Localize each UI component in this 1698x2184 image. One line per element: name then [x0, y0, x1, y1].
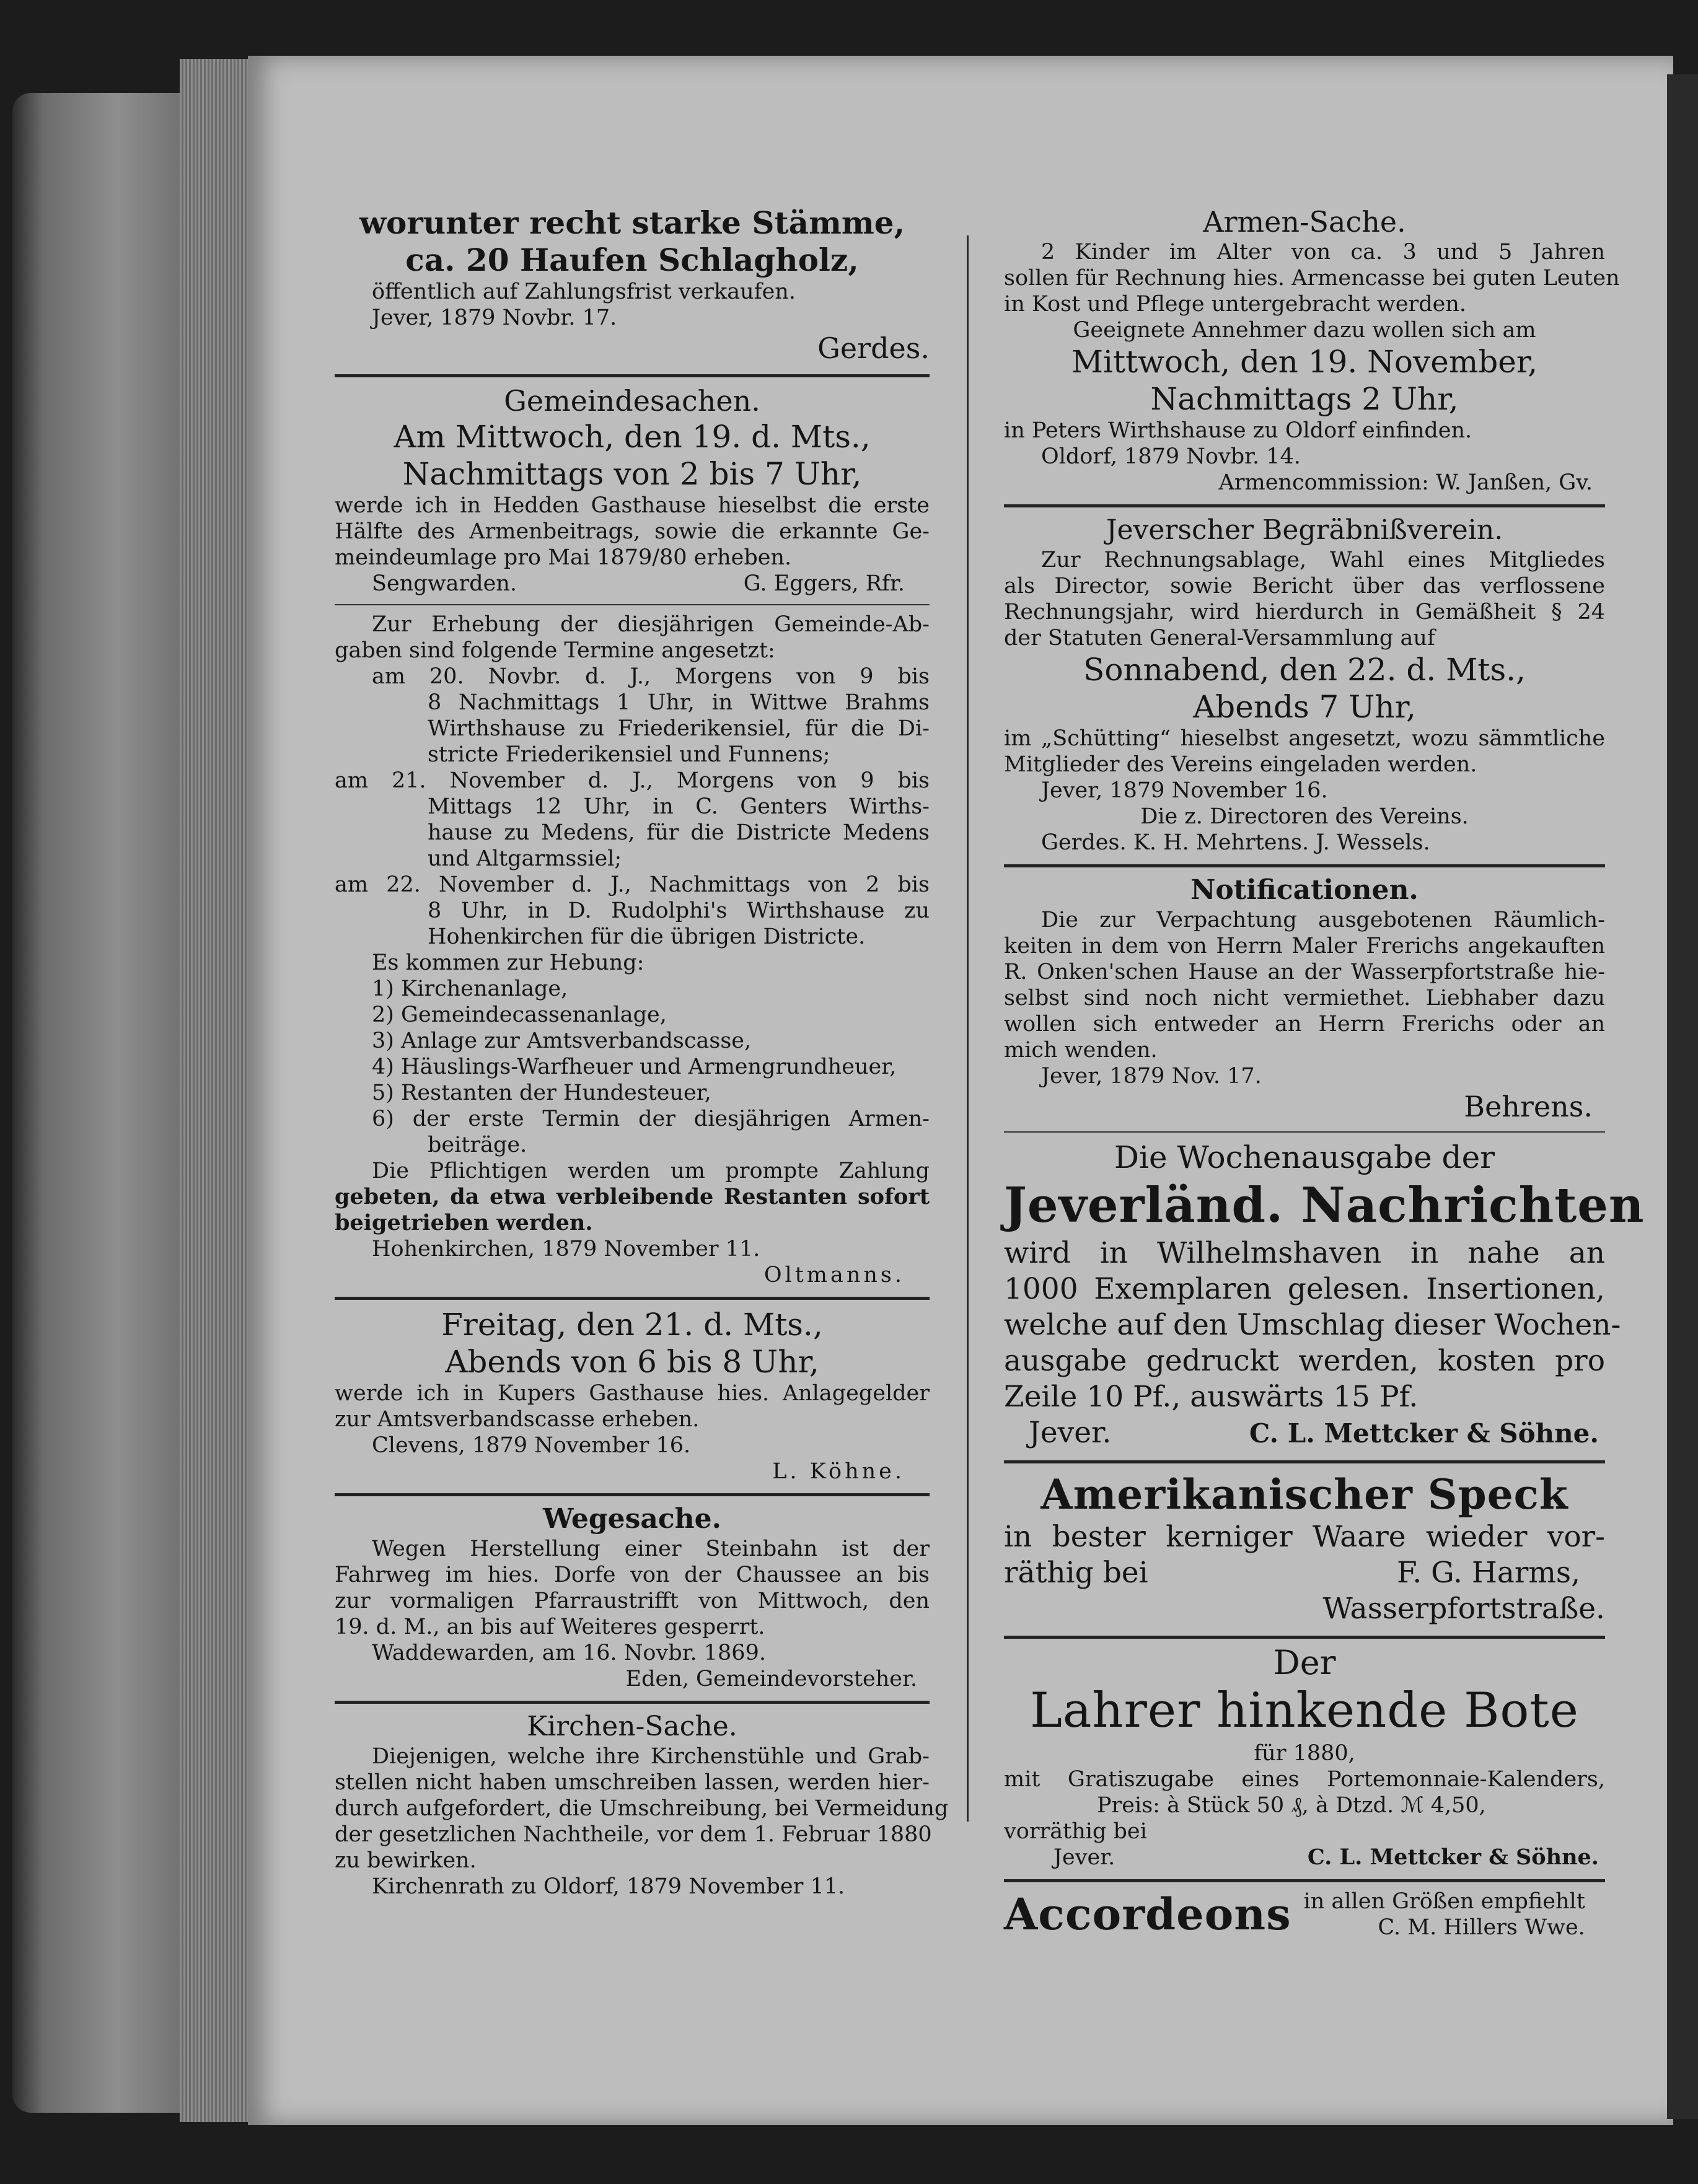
body-line: Mitglieder des Vereins eingeladen werden. [1004, 752, 1477, 777]
signature: Gerdes. [817, 331, 930, 365]
body-line: Rechnungsjahr, wird hierdurch in Gemäßheit § 24 [1004, 600, 1605, 625]
right-column [1004, 204, 1645, 1941]
section-rule [1004, 1636, 1605, 1639]
body-line: gaben sind folgende Termine angesetzt: [335, 638, 775, 663]
section-heading: Wegesache. [543, 1503, 721, 1535]
term-line: Wirthshause zu Friederikensiel, für die Di- [428, 716, 930, 741]
section-heading: Gemeindesachen. [504, 384, 760, 418]
section-rule [1004, 504, 1605, 507]
section-rule [1004, 1131, 1605, 1133]
body-line: R. Onken'schen Hause an der Wasserpfortstraße hie- [1004, 960, 1605, 985]
gemeindesachen-section [335, 384, 930, 597]
body-line: selbst sind noch nicht vermiethet. Liebhaber dazu [1004, 986, 1605, 1011]
place-date: Hohenkirchen, 1879 November 11. [372, 1237, 760, 1261]
ad-title: Jeverländ. Nachrichten [1004, 1177, 1645, 1234]
term-line: 8 Uhr, in D. Rudolphi's Wirthshause zu [428, 898, 930, 923]
section-rule [335, 604, 930, 605]
body-line: wollen sich entweder an Herrn Frerichs oder an [1004, 1012, 1605, 1037]
timber-sale-notice [335, 204, 930, 366]
time-line: Abends 7 Uhr, [1193, 689, 1416, 725]
ad-place: Jever. [1054, 1845, 1115, 1870]
body-line: im „Schütting“ hieselbst angesetzt, wozu sämmtliche [1004, 726, 1605, 751]
body-line: mich wenden. [1004, 1038, 1158, 1063]
date-line: Freitag, den 21. d. Mts., [441, 1307, 823, 1343]
body-line: 2 Kinder im Alter von ca. 3 und 5 Jahren [1041, 240, 1605, 265]
notice-line-3: öffentlich auf Zahlungsfrist verkaufen. [372, 279, 796, 304]
body-line: Geeignete Annehmer dazu wollen sich am [1073, 318, 1536, 343]
body-line: der Statuten General-Versammlung auf [1004, 626, 1435, 651]
list-item: 1) Kirchenanlage, [372, 976, 568, 1001]
freitag-section [335, 1306, 930, 1485]
speck-ad [1004, 1470, 1605, 1627]
ad-price: Preis: à Stück 50 ₰, à Dtzd. ℳ 4,50, [1097, 1793, 1486, 1818]
body-line: Diejenigen, welche ihre Kirchenstühle und Grab- [372, 1744, 930, 1769]
section-rule [335, 374, 930, 377]
term-3-head: am 22. November d. J., Nachmittags von 2 bis [335, 872, 930, 897]
accordeons-ad [1004, 1888, 1605, 1941]
notice-line-2: ca. 20 Haufen Schlagholz, [405, 242, 859, 278]
ad-der: Der [1273, 1643, 1336, 1682]
kirchen-section [335, 1710, 949, 1900]
body-line: Fahrweg im hies. Dorfe von der Chaussee an bis [335, 1563, 930, 1587]
ad-firm: C. L. Mettcker & Söhne. [1307, 1844, 1599, 1870]
date-line: Mittwoch, den 19. November, [1071, 344, 1538, 380]
body-line: werde ich in Kupers Gasthause hies. Anlagegelder [335, 1381, 930, 1406]
ad-title: Accordeons [1004, 1888, 1291, 1940]
ad-line: 1000 Exemplaren gelesen. Insertionen, [1004, 1272, 1605, 1306]
section-heading: Jeverscher Begräbnißverein. [1106, 514, 1503, 546]
ad-row [1004, 1555, 1605, 1591]
directors-line: Die z. Directoren des Vereins. [1140, 804, 1469, 829]
ad-merchant: F. G. Harms, [1396, 1556, 1580, 1590]
date-line: Sonnabend, den 22. d. Mts., [1083, 652, 1526, 688]
term-1-head: am 20. Novbr. d. J., Morgens von 9 bis [372, 664, 930, 689]
ad-heading: Amerikanischer Speck [1040, 1470, 1568, 1519]
body-line: Zur Erhebung der diesjährigen Gemeinde-Ab- [372, 612, 930, 637]
closing-line: gebeten, da etwa verbleibende Restanten sofort [335, 1184, 930, 1209]
list-item: 3) Anlage zur Amtsverbandscasse, [372, 1028, 752, 1053]
body-line: stellen nicht haben umschreiben lassen, werden hier- [335, 1770, 930, 1795]
hinkende-bote-ad [1004, 1645, 1605, 1870]
ad-text-block [1304, 1888, 1585, 1941]
list-item: 5) Restanten der Hundesteuer, [372, 1081, 711, 1105]
body-line: Wegen Herstellung einer Steinbahn ist der [372, 1537, 930, 1561]
place: Sengwarden. [372, 571, 517, 596]
list-item-cont: beiträge. [428, 1133, 527, 1157]
signature: G. Eggers, Rfr. [743, 571, 905, 596]
section-heading: Kirchen-Sache. [527, 1711, 737, 1742]
begraebnis-section [1004, 514, 1605, 856]
body-line: Die zur Verpachtung ausgebotenen Räumlich- [1041, 908, 1605, 932]
kommen-line: Es kommen zur Hebung: [372, 950, 644, 975]
closing-line: beigetrieben werden. [335, 1210, 593, 1235]
signature: Armencommission: W. Janßen, Gv. [1218, 470, 1593, 495]
section-heading: Armen-Sache. [1203, 205, 1406, 239]
armen-sache-section [1004, 204, 1620, 496]
place-date: Jever, 1879 Novbr. 17. [372, 305, 617, 330]
time-line: Nachmittags von 2 bis 7 Uhr, [402, 456, 862, 492]
ad-signature-row [1004, 1415, 1605, 1452]
body-line: zur vormaligen Pfarraustrifft von Mittwoch, den [335, 1589, 930, 1613]
body-line: Zur Rechnungsablage, Wahl eines Mitgliedes [1041, 548, 1605, 572]
body-line: Hälfte des Armenbeitrags, sowie die erkannte Ge- [335, 519, 930, 544]
list-item: 2) Gemeindecassenanlage, [372, 1002, 667, 1027]
date-line: Am Mittwoch, den 19. d. Mts., [394, 419, 871, 455]
signature: Oltmanns. [763, 1263, 905, 1287]
ad-line: ausgabe gedruckt werden, kosten pro [1004, 1344, 1605, 1378]
wegesache-section [335, 1502, 930, 1692]
section-rule [1004, 864, 1605, 867]
ad-firm: C. L. Mettcker & Söhne. [1249, 1418, 1599, 1449]
time-line: Nachmittags 2 Uhr, [1150, 381, 1459, 417]
wochenausgabe-ad [1004, 1139, 1645, 1452]
body-line: zur Amtsverbandscasse erheben. [335, 1407, 700, 1432]
left-column [335, 204, 949, 1900]
place-date: Waddewarden, am 16. Novbr. 1869. [372, 1641, 766, 1665]
term-line: stricte Friederikensiel und Funnens; [428, 742, 830, 767]
signature: Behrens. [1464, 1090, 1593, 1123]
ad-line: mit Gratiszugabe eines Portemonnaie-Kalenders, [1004, 1767, 1605, 1792]
ad-place: Jever. [1029, 1416, 1112, 1450]
signature: L. Köhne. [772, 1459, 905, 1484]
ad-line: welche auf den Umschlag dieser Wochen- [1004, 1308, 1621, 1342]
list-item: 6) der erste Termin der diesjährigen Armen- [372, 1107, 930, 1131]
ad-line: vorräthig bei [1004, 1819, 1147, 1844]
notice-line-1: worunter recht starke Stämme, [359, 204, 905, 241]
body-line: meindeumlage pro Mai 1879/80 erheben. [335, 545, 792, 570]
ad-intro: Die Wochenausgabe der [1114, 1139, 1495, 1175]
section-rule [335, 1297, 930, 1300]
place-date: Jever, 1879 Nov. 17. [1041, 1064, 1262, 1089]
place-date: Jever, 1879 November 16. [1041, 778, 1328, 803]
place-date: Oldorf, 1879 Novbr. 14. [1041, 444, 1301, 469]
ad-merchant: C. M. Hillers Wwe. [1378, 1915, 1585, 1940]
body-line: der gesetzlichen Nachtheile, vor dem 1. Februar 1880 [335, 1822, 932, 1847]
ad-title: Lahrer hinkende Bote [1030, 1683, 1579, 1739]
term-line: 8 Nachmittags 1 Uhr, in Wittwe Brahms [428, 690, 930, 715]
signature: Kirchenrath zu Oldorf, 1879 November 11. [372, 1874, 845, 1899]
body-line: zu bewirken. [335, 1848, 477, 1873]
ad-signature-row [1004, 1844, 1605, 1870]
section-rule [1004, 1460, 1605, 1463]
ad-line: räthig bei [1004, 1556, 1148, 1590]
body-line: in Kost und Pflege untergebracht werden. [1004, 292, 1466, 317]
ad-line: für 1880, [1254, 1741, 1355, 1766]
body-line: sollen für Rechnung hies. Armencasse bei guten Leuten [1004, 266, 1620, 291]
ad-address: Wasserpfortstraße. [1322, 1592, 1605, 1626]
body-line: 19. d. M., an bis auf Weiteres gesperrt. [335, 1615, 765, 1639]
ad-line: in allen Größen empfiehlt [1303, 1889, 1585, 1914]
place-date: Clevens, 1879 November 16. [372, 1433, 691, 1458]
ad-line: in bester kerniger Waare wieder vor- [1004, 1520, 1605, 1554]
ad-line: wird in Wilhelmshaven in nahe an [1004, 1236, 1605, 1270]
notificationen-section [1004, 874, 1605, 1124]
term-line: Hohenkirchen für die übrigen Districte. [428, 924, 866, 949]
body-line: keiten in dem von Herrn Maler Frerichs angekauften [1004, 934, 1605, 958]
section-heading: Notificationen. [1190, 874, 1419, 906]
right-page-edge [1667, 74, 1698, 2119]
body-line: als Director, sowie Bericht über das verflossene [1004, 574, 1605, 599]
signature: Eden, Gemeindevorsteher. [625, 1667, 917, 1691]
body-line: in Peters Wirthshause zu Oldorf einfinden. [1004, 418, 1472, 443]
term-line: hause zu Medens, für die Districte Medens [428, 820, 930, 845]
list-item: 4) Häuslings-Warfheuer und Armengrundheuer, [372, 1055, 897, 1079]
term-2-head: am 21. November d. J., Morgens von 9 bis [335, 768, 930, 793]
ad-line: Zeile 10 Pf., auswärts 15 Pf. [1004, 1380, 1419, 1414]
section-rule [335, 1701, 930, 1704]
column-divider [967, 235, 969, 1822]
time-line: Abends von 6 bis 8 Uhr, [445, 1344, 819, 1380]
term-line: und Altgarmssiel; [428, 846, 622, 871]
erhebung-section [335, 612, 930, 1288]
signature-row [335, 571, 930, 597]
term-line: Mittags 12 Uhr, in C. Genters Wirths- [428, 794, 930, 819]
body-line: werde ich in Hedden Gasthause hieselbst die erste [335, 493, 930, 518]
section-rule [1004, 1879, 1605, 1882]
section-rule [335, 1493, 930, 1496]
closing-line: Die Pflichtigen werden um prompte Zahlung [372, 1159, 930, 1183]
body-line: durch aufgefordert, die Umschreibung, bei Vermeidung [335, 1796, 949, 1821]
names-line: Gerdes. K. H. Mehrtens. J. Wessels. [1041, 830, 1430, 855]
